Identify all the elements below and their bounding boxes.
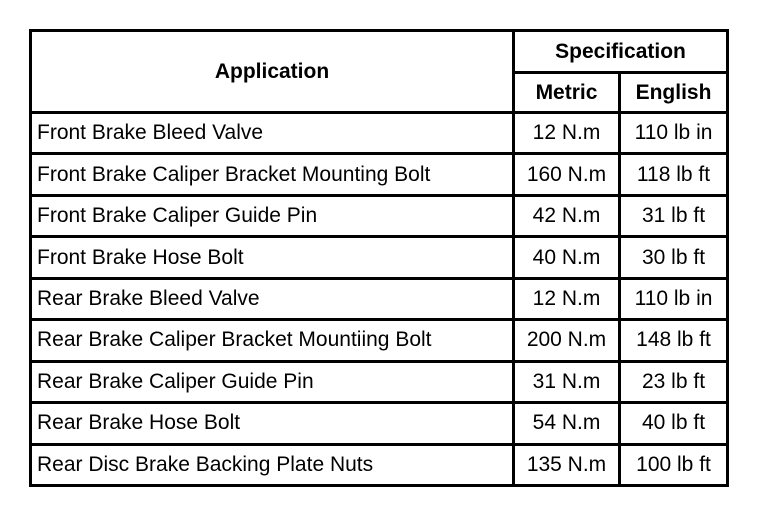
english-cell: 23 lb ft [620,361,728,402]
table-row [31,195,728,236]
metric-cell: 12 N.m [514,113,620,154]
metric-cell: 12 N.m [514,278,620,319]
english-cell: 110 lb in [620,113,728,154]
metric-cell: 31 N.m [514,361,620,402]
metric-cell: 40 N.m [514,237,620,278]
table-row [31,154,728,195]
metric-cell: 135 N.m [514,444,620,486]
application-cell: Rear Brake Bleed Valve [31,278,514,319]
metric-cell: 54 N.m [514,403,620,444]
english-cell: 110 lb in [620,278,728,319]
table-row [31,361,728,402]
table-row [31,444,728,486]
application-cell: Rear Brake Hose Bolt [31,403,514,444]
application-cell: Front Brake Caliper Guide Pin [31,195,514,236]
table-row [31,403,728,444]
metric-cell: 42 N.m [514,195,620,236]
application-cell: Rear Disc Brake Backing Plate Nuts [31,444,514,486]
application-cell: Front Brake Bleed Valve [31,113,514,154]
metric-cell: 160 N.m [514,154,620,195]
english-cell: 30 lb ft [620,237,728,278]
english-cell: 40 lb ft [620,403,728,444]
english-cell: 118 lb ft [620,154,728,195]
specification-header: Specification [514,31,728,73]
english-cell: 31 lb ft [620,195,728,236]
metric-header: Metric [514,73,620,113]
metric-cell: 200 N.m [514,320,620,361]
english-header: English [620,73,728,113]
table-row [31,237,728,278]
application-header: Application [31,31,514,113]
table-row [31,278,728,319]
application-cell: Rear Brake Caliper Bracket Mountiing Bolt [31,320,514,361]
table-row [31,113,728,154]
table-row [31,320,728,361]
english-cell: 100 lb ft [620,444,728,486]
application-cell: Rear Brake Caliper Guide Pin [31,361,514,402]
application-cell: Front Brake Caliper Bracket Mounting Bolt [31,154,514,195]
application-cell: Front Brake Hose Bolt [31,237,514,278]
torque-spec-table [29,29,729,487]
english-cell: 148 lb ft [620,320,728,361]
header-row-top [31,31,728,73]
